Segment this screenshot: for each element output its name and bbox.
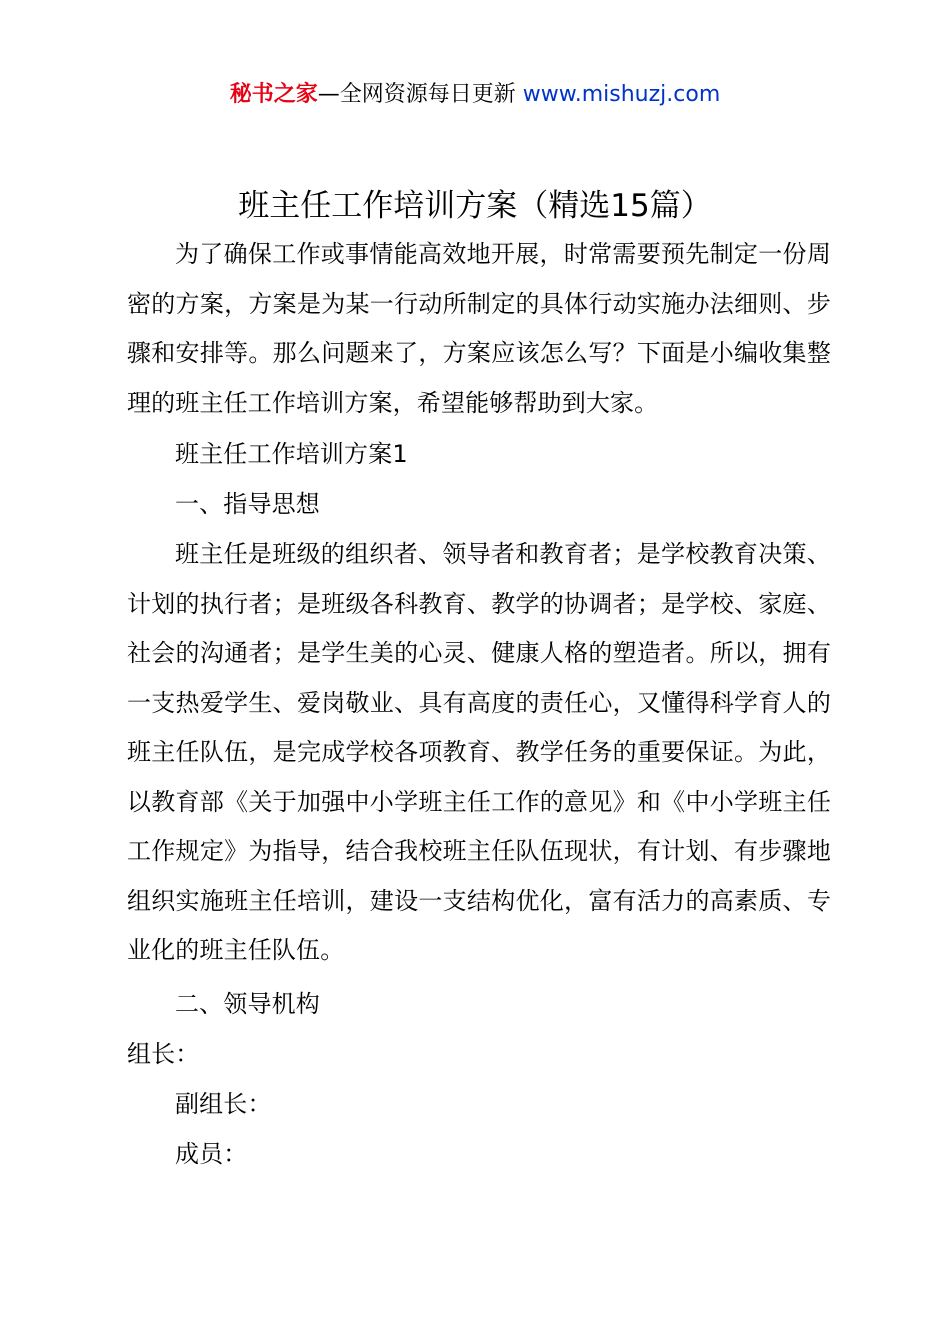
vice-leader-label: 副组长： [175, 1090, 272, 1118]
site-header [0, 78, 950, 112]
site-url[interactable]: www.mishuzj.com [522, 82, 721, 107]
leader-label: 组长： [127, 1040, 200, 1068]
paragraph-1-block [127, 530, 831, 976]
site-tagline: —全网资源每日更新 [317, 82, 516, 107]
heading-leadership: 二、领导机构 [175, 990, 320, 1018]
intro-paragraph: 为了确保工作或事情能高效地开展，时常需要预先制定一份周密的方案，方案是为某一行动所制定的具体行动实施办法细则、步骤和安排等。那么问题来了，方案应该怎么写？下面是小编收集整理的班主任工作培训方案，希望能够帮助到大家。 [127, 240, 831, 417]
members-block [127, 1130, 831, 1180]
heading-2-block [127, 980, 831, 1030]
section-title: 班主任工作培训方案1 [175, 440, 408, 468]
heading-1-block [127, 480, 831, 530]
intro-block [127, 230, 831, 428]
heading-guiding-ideology: 一、指导思想 [175, 490, 320, 518]
site-brand: 秘书之家 [229, 82, 318, 107]
guiding-ideology-paragraph: 班主任是班级的组织者、领导者和教育者；是学校教育决策、计划的执行者；是班级各科教育、教学的协调者；是学校、家庭、社会的沟通者；是学生美的心灵、健康人格的塑造者。所以，拥有一支热爱学生、爱岗敬业、具有高度的责任心，又懂得科学育人的班主任队伍，是完成学校各项教育、教学任务的重要保证。为此，以教育部《关于加强中小学班主任工作的意见》和《中小学班主任工作规定》为指导，结合我校班主任队伍现状，有计划、有步骤地组织实施班主任培训，建设一支结构优化，富有活力的高素质、专业化的班主任队伍。 [127, 540, 831, 964]
section-title-block [127, 430, 831, 480]
document-title: 班主任工作培训方案（精选15篇） [238, 188, 712, 224]
vice-leader-block [127, 1080, 831, 1130]
members-label: 成员： [175, 1140, 248, 1168]
leader-block [127, 1030, 831, 1080]
